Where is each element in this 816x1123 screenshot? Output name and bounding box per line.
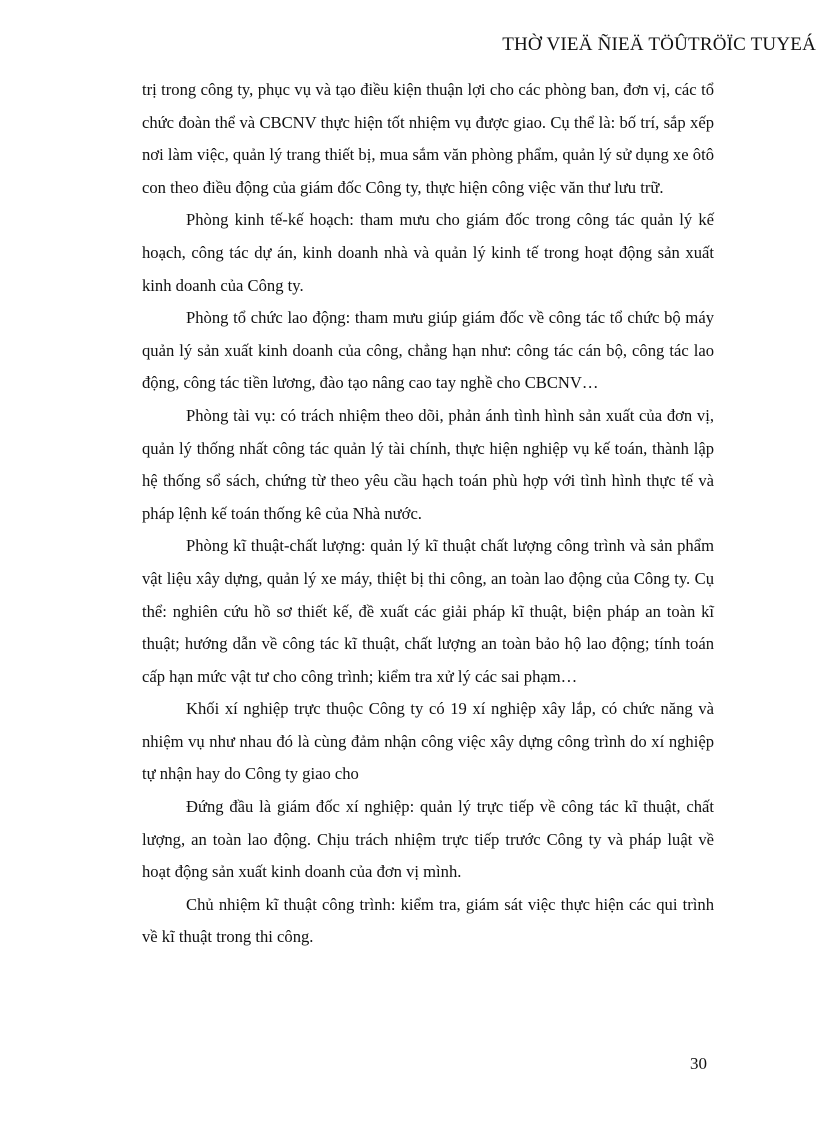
paragraph-technical-quality-dept: Phòng kĩ thuật-chất lượng: quản lý kĩ thuật chất lượng công trình và sản phẩm vật liệu xây dựng, quản lý xe máy, thiệt bị thi công, an toàn lao động của Công ty. Cụ thể: nghiên cứu hồ sơ thiết kế, đề xuất các giải pháp kĩ thuật, biện pháp an toàn kĩ thuật; hướng dẫn về công tác kĩ thuật, chất lượng an toàn bảo hộ lao động; tính toán cấp hạn mức vật tư cho công trình; kiểm tra xử lý các sai phạm… — [142, 536, 714, 686]
paragraph-enterprise-director: Đứng đầu là giám đốc xí nghiệp: quản lý trực tiếp về công tác kĩ thuật, chất lượng, an toàn lao động. Chịu trách nhiệm trực tiếp trước Công ty và pháp luật về hoạt động sản xuất kinh doanh của đơn vị mình. — [142, 797, 714, 882]
page-header: THỜ VIEÄ ÑIEÄ TÖÛTRÖÏC TUYEÁ — [502, 34, 816, 55]
paragraph-economic-planning-dept: Phòng kinh tế-kế hoạch: tham mưu cho giám đốc trong công tác quản lý kế hoạch, công tác dự án, kinh doanh nhà và quản lý kinh tế trong hoạt động sản xuất kinh doanh của Công ty. — [142, 210, 714, 295]
document-body — [142, 74, 714, 954]
paragraph-technical-chief: Chủ nhiệm kĩ thuật công trình: kiểm tra, giám sát việc thực hiện các qui trình về kĩ thuật trong thi công. — [142, 894, 714, 947]
paragraph-subsidiary-enterprises: Khối xí nghiệp trực thuộc Công ty có 19 xí nghiệp xây lắp, có chức năng và nhiệm vụ như nhau đó là cùng đảm nhận công việc xây dựng công trình do xí nghiệp tự nhận hay do Công ty giao cho — [142, 699, 714, 784]
paragraph-finance-dept: Phòng tài vụ: có trách nhiệm theo dõi, phản ánh tình hình sản xuất của đơn vị, quản lý thống nhất công tác quản lý tài chính, thực hiện nghiệp vụ kế toán, thành lập hệ thống sổ sách, chứng từ theo yêu cầu hạch toán phù hợp với tình hình thực tế và pháp lệnh kế toán thống kê của Nhà nước. — [142, 405, 714, 523]
paragraph-labor-organization-dept: Phòng tổ chức lao động: tham mưu giúp giám đốc về công tác tổ chức bộ máy quản lý sản xuất kinh doanh của công, chẳng hạn như: công tác cán bộ, công tác lao động, công tác tiền lương, đào tạo nâng cao tay nghề cho CBCNV… — [142, 308, 714, 393]
paragraph-continuation: trị trong công ty, phục vụ và tạo điều kiện thuận lợi cho các phòng ban, đơn vị, các tổ chức đoàn thể và CBCNV thực hiện tốt nhiệm vụ được giao. Cụ thể là: bố trí, sắp xếp nơi làm việc, quản lý trang thiết bị, mua sắm văn phòng phẩm, quản lý sử dụng xe ôtô con theo điều động của giám đốc Công ty, thực hiện công việc văn thư lưu trữ. — [142, 80, 714, 197]
page-number: 30 — [690, 1054, 707, 1073]
